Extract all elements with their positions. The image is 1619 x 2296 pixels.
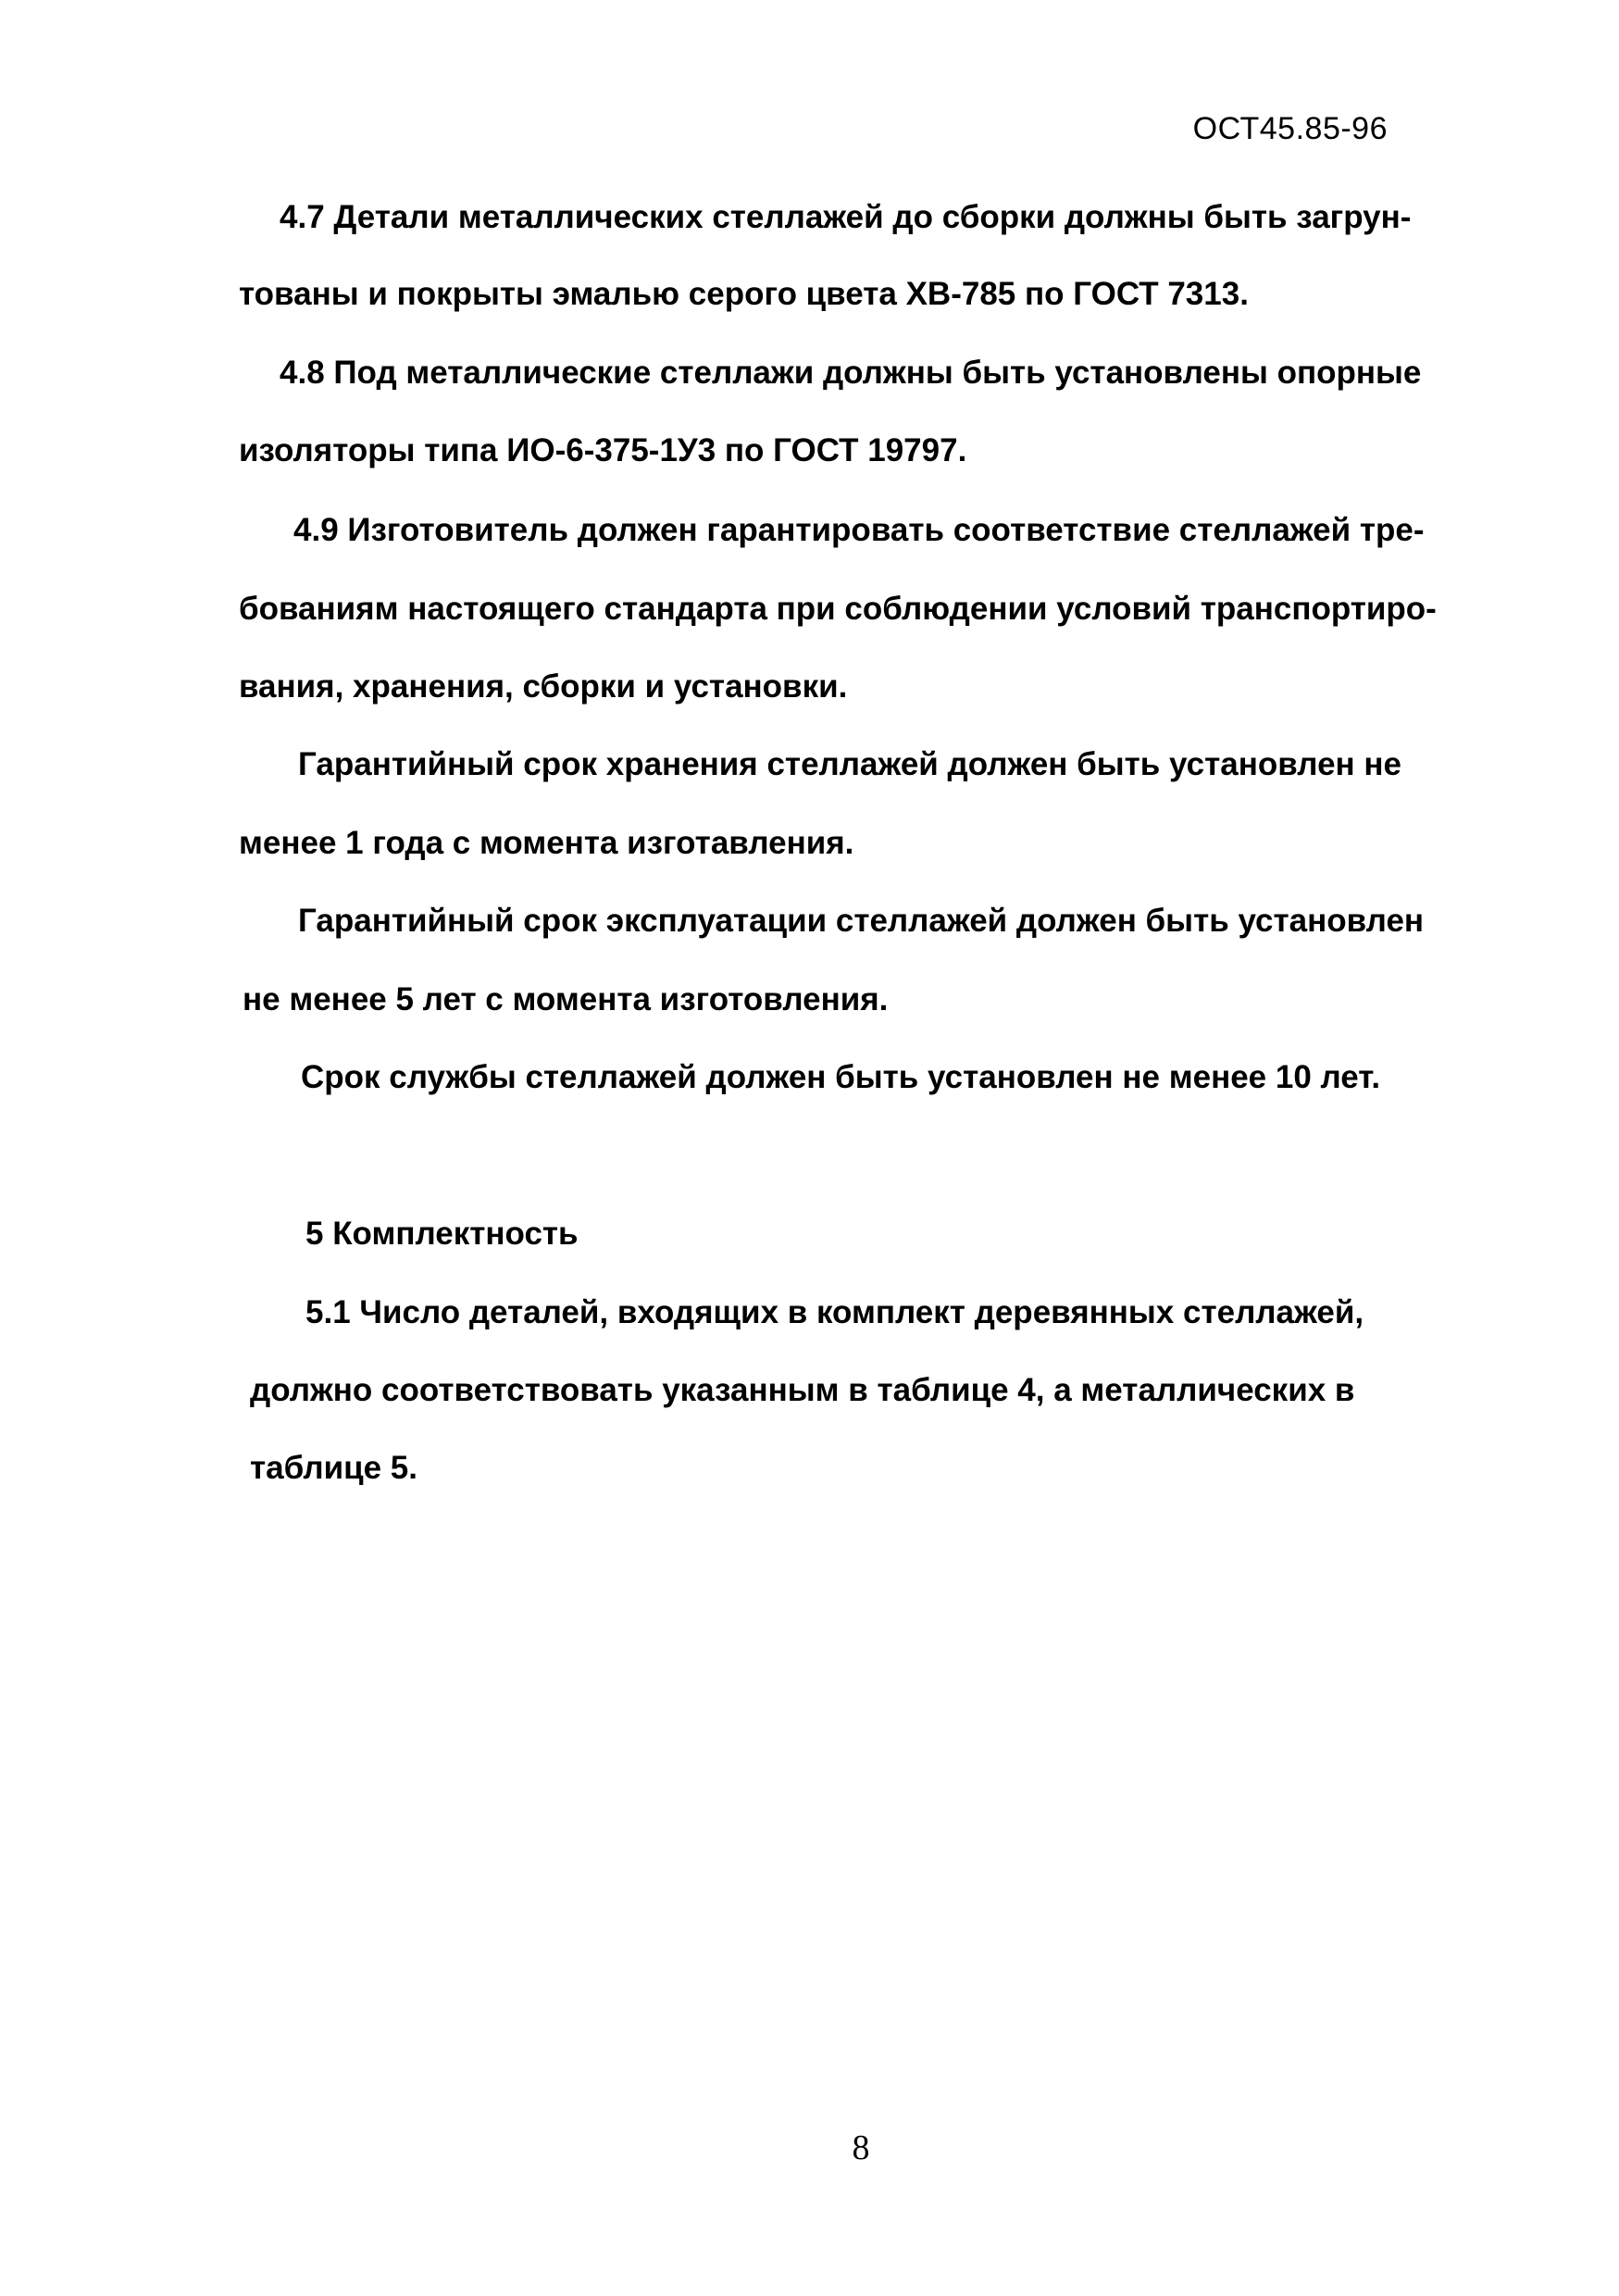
- document-code: ОСТ45.85-96: [1192, 111, 1388, 146]
- storage-warranty-line-2: менее 1 года с момента изготавления.: [239, 825, 854, 861]
- storage-warranty-line-1: Гарантийный срок хранения стеллажей должен быть установлен не: [298, 746, 1401, 782]
- operation-warranty-line-1: Гарантийный срок эксплуатации стеллажей должен быть установлен: [298, 903, 1425, 939]
- paragraph-4-9-line-1: 4.9 Изготовитель должен гарантировать соответствие стеллажей тре-: [293, 512, 1425, 548]
- paragraph-4-9-line-2: бованиям настоящего стандарта при соблюдении условий транспортиро-: [239, 591, 1437, 627]
- paragraph-4-9-line-3: вания, хранения, сборки и установки.: [239, 668, 848, 705]
- operation-warranty-line-2: не менее 5 лет с момента изготовления.: [243, 981, 889, 1017]
- paragraph-4-8-line-2: изоляторы типа ИО-6-375-1У3 по ГОСТ 19797.: [239, 432, 967, 468]
- paragraph-5-1-line-1: 5.1 Число деталей, входящих в комплект деревянных стеллажей,: [305, 1294, 1364, 1330]
- paragraph-5-1-line-2: должно соответствовать указанным в таблице 4, а металлических в: [250, 1372, 1355, 1408]
- page-number: 8: [852, 2128, 870, 2167]
- paragraph-5-1-line-3: таблице 5.: [250, 1450, 417, 1486]
- paragraph-4-8-line-1: 4.8 Под металлические стеллажи должны быть установлены опорные: [280, 355, 1422, 391]
- paragraph-4-7-line-2: тованы и покрыты эмалью серого цвета ХВ-785 по ГОСТ 7313.: [239, 276, 1249, 312]
- paragraph-4-7-line-1: 4.7 Детали металлических стеллажей до сборки должны быть загрун-: [280, 199, 1412, 235]
- section-5-heading: 5 Комплектность: [305, 1216, 579, 1252]
- service-life-line: Срок службы стеллажей должен быть установлен не менее 10 лет.: [301, 1059, 1381, 1095]
